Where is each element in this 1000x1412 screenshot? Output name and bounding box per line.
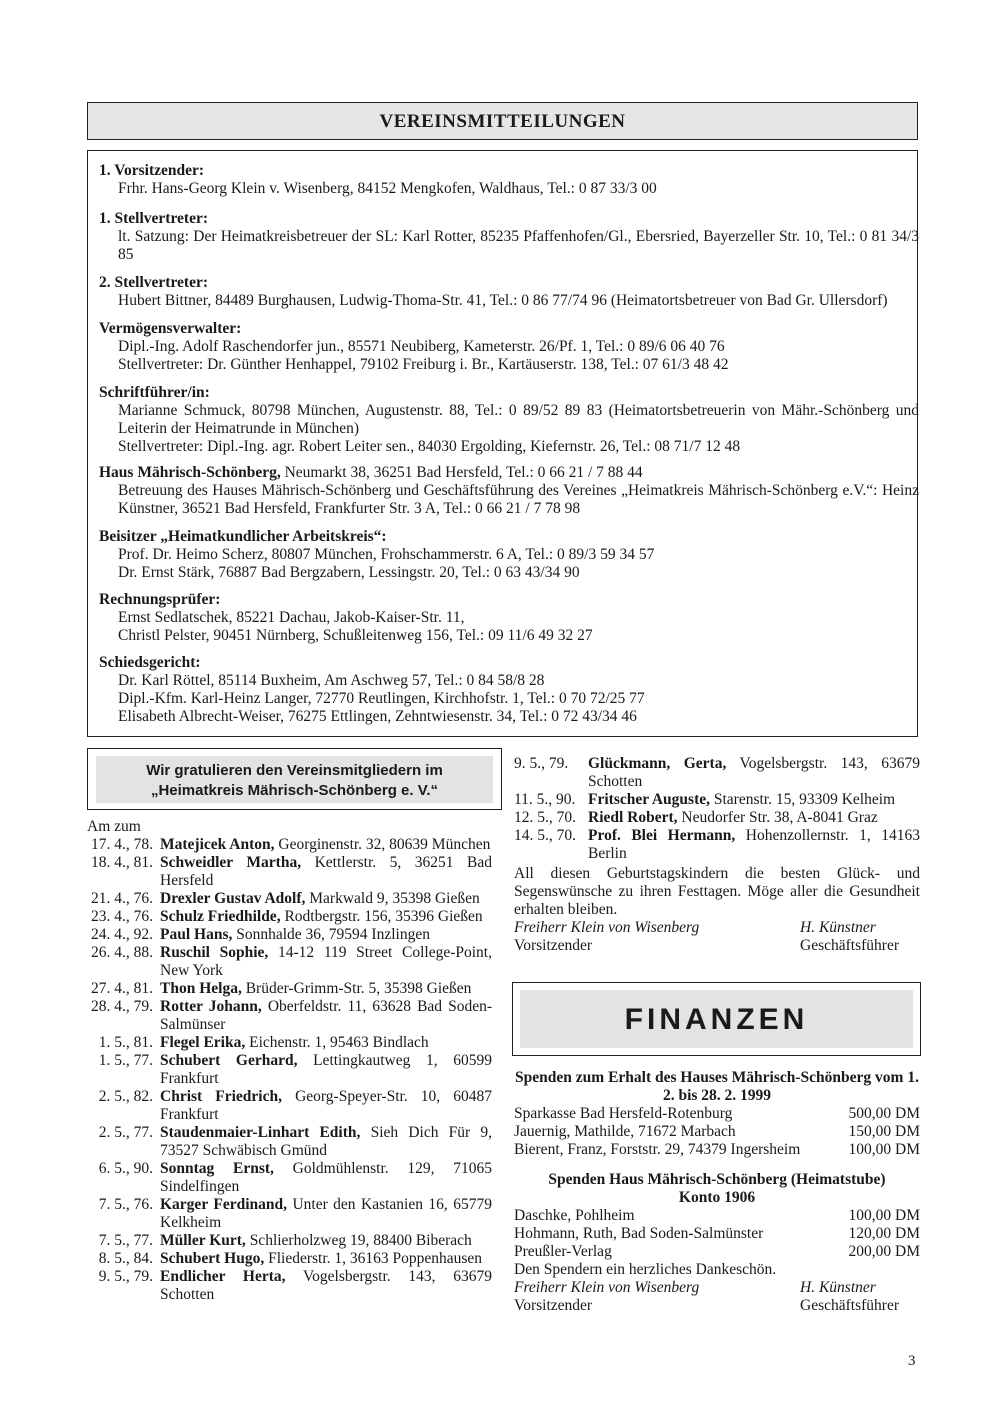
section-heading: 1. Stellvertreter:	[99, 210, 209, 227]
birthday-address: Fliederstr. 1, 36163 Poppenhausen	[264, 1250, 483, 1267]
birthday-date: 7. 5., 77.	[98, 1232, 153, 1249]
section-line: Betreuung des Hauses Mährisch-Schönberg und Geschäftsführung des Vereines „Heimatkreis Mährisch-Schönberg e.V.“: Heinz Künstner, 36521 Bad Hersfeld, Frankfurter Str. 3 A, Tel.: 0 66 21 / 7 78 98	[118, 482, 919, 517]
birthday-entry	[87, 980, 492, 998]
birthday-name: Christ Friedrich,	[160, 1088, 282, 1105]
birthday-name: Schubert Gerhard,	[160, 1052, 298, 1069]
birthday-entry	[87, 998, 492, 1034]
birthday-address: Starenstr. 15, 93309 Kelheim	[709, 791, 896, 808]
birthday-entry	[87, 890, 492, 908]
birthday-entry	[87, 1160, 492, 1196]
section-line: Stellvertreter: Dr. Günther Henhappel, 79102 Freiburg i. Br., Kartäuserstr. 138, Tel.: 07 61/3 48 42	[118, 356, 729, 373]
birthday-address: Sonnhalde 36, 79594 Inzlingen	[232, 926, 430, 943]
birthday-name: Drexler Gustav Adolf,	[160, 890, 306, 907]
section-heading: 1. Vorsitzender:	[99, 162, 205, 179]
congrats-heading-line: „Heimatkreis Mährisch-Schönberg e. V.“	[150, 782, 439, 799]
donor-name: Preußler-Verlag	[514, 1243, 612, 1260]
donation-row	[514, 1243, 920, 1261]
birthday-date: 24. 4., 92.	[91, 926, 153, 943]
birthday-entry	[514, 809, 920, 827]
signature-role: Geschäftsführer	[800, 937, 899, 954]
section-line: lt. Satzung: Der Heimatkreisbetreuer der SL: Karl Rotter, 85235 Pfaffenhofen/Gl., Ebersried, Bayerzeller Str. 10, Tel.: 0 81 34/3 85	[118, 228, 919, 263]
section-heading: Schriftführer/in:	[99, 384, 210, 401]
birthday-address: Schlierholzweg 19, 88400 Biberach	[245, 1232, 472, 1249]
birthday-name: Endlicher Herta,	[160, 1268, 286, 1285]
birthday-date: 17. 4., 78.	[91, 836, 153, 853]
donor-name: Jauernig, Mathilde, 71672 Marbach	[514, 1123, 736, 1140]
section-line: Stellvertreter: Dipl.-Ing. agr. Robert Leiter sen., 84030 Ergolding, Kiefernstr. 26, Tel.: 08 71/7 12 48	[118, 438, 741, 455]
birthday-entry	[87, 854, 492, 890]
birthday-date: 7. 5., 76.	[98, 1196, 153, 1213]
birthday-date: 2. 5., 77.	[98, 1124, 153, 1141]
birthday-address: Rodtbergstr. 156, 35396 Gießen	[280, 908, 483, 925]
officer-section-auditors	[99, 591, 919, 645]
officer-section-asset-manager	[99, 320, 919, 374]
section-line: Dr. Karl Röttel, 85114 Buxheim, Am Aschweg 57, Tel.: 0 84 58/8 28	[118, 672, 545, 689]
birthday-entry	[87, 1268, 492, 1304]
birthday-name: Fritscher Auguste,	[588, 791, 710, 808]
signature-block	[514, 919, 920, 955]
signature-block	[514, 1279, 920, 1315]
birthday-entry	[87, 836, 492, 854]
birthday-address: Neudorfer Str. 38, A-8041 Graz	[677, 809, 878, 826]
section-line: Dr. Ernst Stärk, 76887 Bad Bergzabern, Lessingstr. 20, Tel.: 0 63 43/34 90	[118, 564, 580, 581]
birthday-address: Vogelsbergstr. 143, 63679 Schotten	[160, 1268, 492, 1303]
congrats-heading-line: Wir gratulieren den Vereinsmitgliedern im	[146, 762, 443, 779]
section-line: Hubert Bittner, 84489 Burghausen, Ludwig-Thoma-Str. 41, Tel.: 0 86 77/74 96 (Heimatortsbetreuer von Bad Gr. Ullersdorf)	[118, 292, 888, 309]
birthday-date: 1. 5., 77.	[98, 1052, 153, 1069]
congrats-heading-box	[87, 748, 502, 810]
page-number: 3	[908, 1353, 916, 1369]
birthday-entry	[514, 791, 920, 809]
birthday-date: 8. 5., 84.	[98, 1250, 153, 1267]
donations-title: Spenden zum Erhalt des Hauses Mährisch-Schönberg vom 1. 2. bis 28. 2. 1999	[515, 1069, 919, 1104]
page-title: VEREINSMITTEILUNGEN	[379, 111, 626, 132]
donation-amount: 120,00 DM	[848, 1225, 920, 1242]
birthday-date: 9. 5., 79.	[514, 755, 569, 772]
birthday-date: 18. 4., 81.	[91, 854, 153, 871]
birthday-closing-text: All diesen Geburtstagskindern die besten Glück- und Segenswünsche zu ihren Festtagen. Möge aller die Gesundheit erhalten bleiben.	[514, 865, 920, 918]
birthday-name: Paul Hans,	[160, 926, 233, 943]
birthday-date: 6. 5., 90.	[98, 1160, 153, 1177]
birthday-entry	[87, 908, 492, 926]
donation-amount: 100,00 DM	[848, 1141, 920, 1158]
birthday-list-left	[87, 818, 492, 1304]
officer-section-deputy-1	[99, 210, 919, 264]
birthday-date: 2. 5., 82.	[98, 1088, 153, 1105]
birthday-date: 12. 5., 70.	[514, 809, 576, 826]
birthday-name: Müller Kurt,	[160, 1232, 246, 1249]
section-line: Dipl.-Ing. Adolf Raschendorfer jun., 85571 Neubiberg, Kameterstr. 26/Pf. 1, Tel.: 0 89/6 06 40 76	[118, 338, 725, 355]
section-line: Ernst Sedlatschek, 85221 Dachau, Jakob-Kaiser-Str. 11,	[118, 609, 465, 626]
birthday-entry	[87, 1196, 492, 1232]
birthday-name: Karger Ferdinand,	[160, 1196, 287, 1213]
birthday-address: Hohenzollernstr. 1, 14163 Berlin	[588, 827, 920, 862]
birthday-entry	[87, 944, 492, 980]
birthday-entry	[514, 755, 920, 791]
birthday-address: Georginenstr. 32, 80639 München	[274, 836, 491, 853]
section-line: Dipl.-Kfm. Karl-Heinz Langer, 72770 Reutlingen, Kirchhofstr. 1, Tel.: 0 70 72/25 77	[118, 690, 645, 707]
signature-name: Freiherr Klein von Wisenberg	[514, 919, 700, 936]
donor-name: Sparkasse Bad Hersfeld-Rotenburg	[514, 1105, 733, 1122]
birthday-name: Matejicek Anton,	[160, 836, 275, 853]
birthday-date: 14. 5., 70.	[514, 827, 576, 844]
birthday-date: 21. 4., 76.	[91, 890, 153, 907]
donor-name: Bierent, Franz, Forststr. 29, 74379 Ingersheim	[514, 1141, 801, 1158]
officer-section-house	[99, 464, 919, 518]
finance-heading: FINANZEN	[520, 990, 913, 1048]
birthday-date: 23. 4., 76.	[91, 908, 153, 925]
birthday-entry	[87, 1232, 492, 1250]
officer-section-arbitration	[99, 654, 919, 726]
birthday-date: 27. 4., 81.	[91, 980, 153, 997]
birthday-name: Thon Helga,	[160, 980, 242, 997]
thanks-text: Den Spendern ein herzliches Dankeschön.	[514, 1261, 777, 1278]
section-heading-detail: Neumarkt 38, 36251 Bad Hersfeld, Tel.: 0 66 21 / 7 88 44	[280, 464, 643, 481]
birthday-address: Lettingkautweg 1, 60599 Frankfurt	[160, 1052, 492, 1087]
signature-role: Vorsitzender	[514, 937, 593, 954]
donations-title-line: Spenden Haus Mährisch-Schönberg (Heimatstube)	[548, 1171, 886, 1188]
birthday-address: Eichenstr. 1, 95463 Bindlach	[245, 1034, 429, 1051]
birthday-entry	[87, 1250, 492, 1268]
donation-amount: 150,00 DM	[848, 1123, 920, 1140]
section-heading: Beisitzer „Heimatkundlicher Arbeitskreis“:	[99, 528, 387, 545]
birthday-address: Unter den Kastanien 16, 65779 Kelkheim	[160, 1196, 492, 1231]
birthday-address: Sieh Dich Für 9, 73527 Schwäbisch Gmünd	[160, 1124, 493, 1159]
birthday-name: Staudenmaier-Linhart Edith,	[160, 1124, 361, 1141]
birthday-name: Prof. Blei Hermann,	[588, 827, 736, 844]
birthday-entry	[514, 827, 920, 863]
officer-section-deputy-2	[99, 274, 919, 310]
donation-row	[514, 1225, 920, 1243]
donor-name: Daschke, Pohlheim	[514, 1207, 635, 1224]
section-line: Christl Pelster, 90451 Nürnberg, Schußleitenweg 156, Tel.: 09 11/6 49 32 27	[118, 627, 593, 644]
birthday-address: 14-12 119 Street College-Point, New York	[160, 944, 492, 979]
birthday-list-right	[514, 755, 920, 863]
section-heading: Schiedsgericht:	[99, 654, 201, 671]
birthday-entry	[87, 1034, 492, 1052]
birthday-name: Flegel Erika,	[160, 1034, 246, 1051]
section-line: Prof. Dr. Heimo Scherz, 80807 München, Frohschammerstr. 6 A, Tel.: 0 89/3 59 34 57	[118, 546, 655, 563]
birthday-address: Oberfeldstr. 11, 63628 Bad Soden-Salmünser	[160, 998, 492, 1033]
section-heading: Vermögensverwalter:	[99, 320, 242, 337]
birthday-address: Kettlerstr. 5, 36251 Bad Hersfeld	[160, 854, 492, 889]
section-heading: Haus Mährisch-Schönberg,	[99, 464, 281, 481]
birthday-name: Schulz Friedhilde,	[160, 908, 281, 925]
officer-section-advisors	[99, 528, 919, 582]
birthday-date: 11. 5., 90.	[514, 791, 576, 808]
signature-name: Freiherr Klein von Wisenberg	[514, 1279, 700, 1296]
donation-amount: 500,00 DM	[848, 1105, 920, 1122]
birthday-date: 9. 5., 79.	[98, 1268, 153, 1285]
birthday-entry	[87, 926, 492, 944]
signature-role: Vorsitzender	[514, 1297, 593, 1314]
birthday-name: Schweidler Martha,	[160, 854, 302, 871]
birthday-address: Goldmühlenstr. 129, 71065 Sindelfingen	[160, 1160, 493, 1195]
officer-section-secretary	[99, 384, 919, 456]
section-line: Marianne Schmuck, 80798 München, Augustenstr. 88, Tel.: 0 89/52 89 83 (Heimatortsbetreuerin von Mähr.-Schönberg und Leiterin der Heimatrunde in München)	[118, 402, 919, 437]
donation-row	[514, 1141, 920, 1159]
birthday-name: Ruschil Sophie,	[160, 944, 269, 961]
donation-row	[514, 1105, 920, 1123]
birthday-entry	[87, 1124, 492, 1160]
birthday-address: Brüder-Grimm-Str. 5, 35398 Gießen	[241, 980, 472, 997]
donations-title-line: Konto 1906	[678, 1189, 756, 1206]
birthday-entry	[87, 1052, 492, 1088]
section-line: Frhr. Hans-Georg Klein v. Wisenberg, 84152 Mengkofen, Waldhaus, Tel.: 0 87 33/3 00	[118, 180, 657, 197]
donation-amount: 100,00 DM	[848, 1207, 920, 1224]
donations-title	[514, 1171, 920, 1207]
section-heading: 2. Stellvertreter:	[99, 274, 209, 291]
donation-amount: 200,00 DM	[848, 1243, 920, 1260]
column-header: Am zum	[87, 818, 141, 835]
birthday-name: Glückmann, Gerta,	[588, 755, 727, 772]
birthday-date: 26. 4., 88.	[91, 944, 153, 961]
birthday-date: 1. 5., 81.	[98, 1034, 153, 1051]
signature-role: Geschäftsführer	[800, 1297, 899, 1314]
birthday-entry	[87, 1088, 492, 1124]
congrats-heading	[96, 756, 493, 803]
birthday-name: Rotter Johann,	[160, 998, 262, 1015]
birthday-name: Schubert Hugo,	[160, 1250, 265, 1267]
donation-row	[514, 1207, 920, 1225]
finance-section	[514, 1069, 920, 1315]
officer-section-chairman	[99, 162, 919, 198]
donation-row	[514, 1123, 920, 1141]
right-column	[514, 755, 920, 955]
birthday-address: Markwald 9, 35398 Gießen	[305, 890, 480, 907]
section-heading: Rechnungsprüfer:	[99, 591, 221, 608]
section-title-box	[87, 102, 918, 140]
birthday-name: Riedl Robert,	[588, 809, 678, 826]
birthday-date: 28. 4., 79.	[91, 998, 153, 1015]
finance-heading-box	[512, 982, 921, 1056]
birthday-name: Sonntag Ernst,	[160, 1160, 274, 1177]
section-line: Elisabeth Albrecht-Weiser, 76275 Ettlingen, Zehntwiesenstr. 34, Tel.: 0 72 43/34 46	[118, 708, 637, 725]
donor-name: Hohmann, Ruth, Bad Soden-Salmünster	[514, 1225, 764, 1242]
signature-name: H. Künstner	[800, 1279, 876, 1296]
signature-name: H. Künstner	[800, 919, 876, 936]
birthday-address: Georg-Speyer-Str. 10, 60487 Frankfurt	[160, 1088, 492, 1123]
birthday-address: Vogelsbergstr. 143, 63679 Schotten	[588, 755, 920, 790]
